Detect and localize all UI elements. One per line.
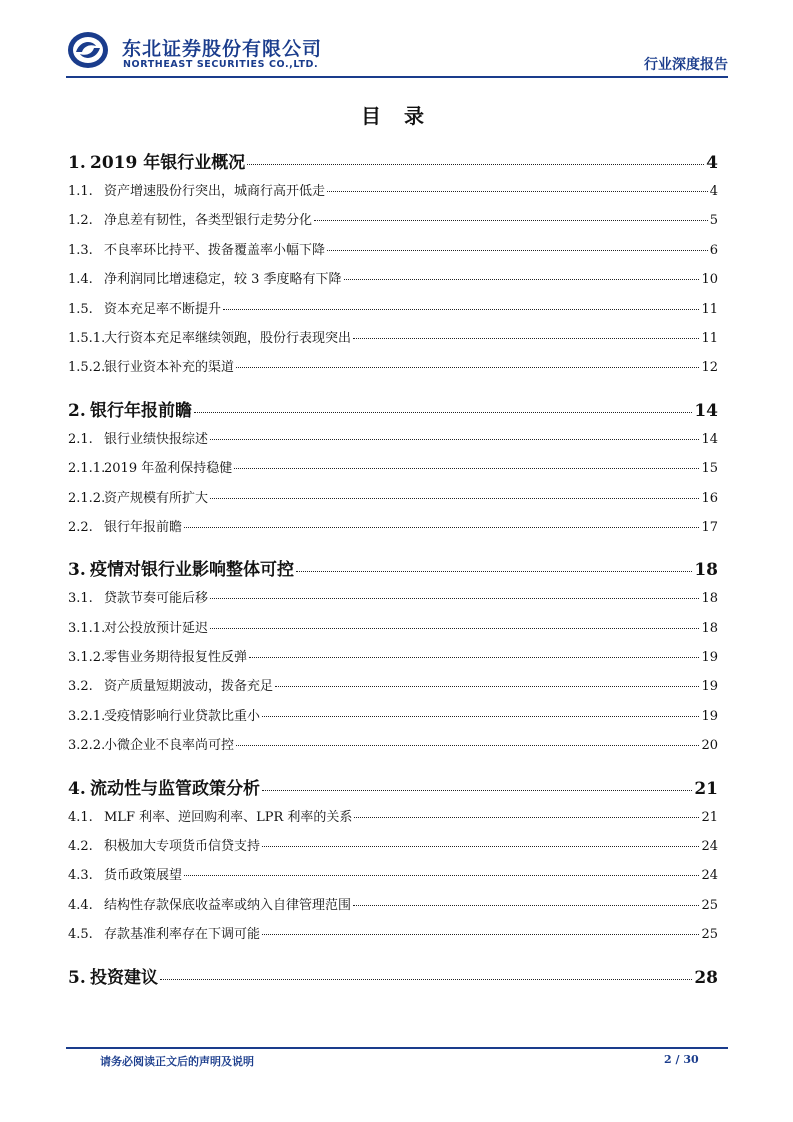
- toc-entry-title: 不良率环比持平、拨备覆盖率小幅下降: [104, 242, 326, 258]
- toc-entry[interactable]: [68, 209, 718, 238]
- toc-entry-number: 3.1.2.: [68, 650, 106, 666]
- toc-entry-page: 25: [701, 927, 718, 943]
- toc-entry-number: 2.2.: [68, 519, 93, 535]
- toc-entry-page: 14: [701, 431, 718, 447]
- toc-entry-page: 19: [701, 650, 718, 666]
- toc-entry[interactable]: [68, 587, 718, 616]
- toc-entry-title: 疫情对银行业影响整体可控: [90, 560, 294, 581]
- toc-entry-page: 24: [701, 868, 718, 884]
- toc-entry-title: 货币政策展望: [104, 868, 183, 884]
- toc-entry-page: 17: [701, 519, 718, 535]
- toc-entry-number: 1.5.: [68, 301, 93, 317]
- toc-dot-leader: [262, 716, 699, 717]
- toc-dot-leader: [262, 790, 692, 791]
- toc-dot-leader: [184, 527, 699, 528]
- toc-entry-page: 11: [701, 330, 718, 346]
- toc-entry-number: 1.5.1.: [68, 330, 106, 346]
- northeast-securities-logo-icon: [66, 30, 110, 70]
- toc-entry-title: 对公投放预计延迟: [104, 620, 209, 636]
- table-of-contents: [68, 148, 718, 995]
- toc-entry[interactable]: [68, 327, 718, 356]
- toc-entry[interactable]: [68, 428, 718, 457]
- toc-entry-page: 12: [701, 360, 718, 376]
- toc-entry[interactable]: [68, 516, 718, 545]
- toc-entry-title: 银行业绩快报综述: [104, 431, 209, 447]
- toc-entry[interactable]: [68, 239, 718, 268]
- toc-dot-leader: [160, 979, 692, 980]
- footer-divider: [66, 1047, 728, 1049]
- toc-entry-title: 银行业资本补充的渠道: [104, 360, 235, 376]
- toc-entry-number: 1.: [68, 153, 86, 173]
- toc-entry-page: 24: [701, 839, 718, 855]
- toc-entry-number: 3.: [68, 560, 86, 581]
- toc-entry-title: 净利润同比增速稳定，较 3 季度略有下降: [104, 272, 342, 288]
- toc-entry-number: 2.: [68, 400, 86, 421]
- toc-entry-page: 16: [701, 490, 718, 506]
- toc-entry[interactable]: [68, 774, 718, 800]
- toc-entry-page: 28: [694, 967, 718, 988]
- toc-entry-number: 3.2.1.: [68, 708, 106, 724]
- toc-entry-title: 2019 年盈利保持稳健: [104, 461, 233, 477]
- toc-dot-leader: [354, 817, 699, 818]
- toc-entry-page: 25: [701, 897, 718, 913]
- toc-entry-number: 1.2.: [68, 213, 93, 229]
- toc-entry-page: 19: [701, 708, 718, 724]
- toc-entry-number: 2.1.1.: [68, 461, 106, 477]
- toc-entry[interactable]: [68, 180, 718, 209]
- toc-dot-leader: [223, 309, 699, 310]
- footer-disclaimer: 请务必阅读正文后的声明及说明: [100, 1055, 254, 1068]
- toc-entry-page: 4: [706, 153, 718, 173]
- toc-entry[interactable]: [68, 734, 718, 763]
- toc-entry-page: 10: [701, 272, 718, 288]
- toc-dot-leader: [236, 745, 699, 746]
- toc-entry-page: 15: [701, 461, 718, 477]
- toc-entry-page: 14: [694, 400, 718, 421]
- toc-entry[interactable]: [68, 268, 718, 297]
- toc-entry-number: 2.1.: [68, 431, 93, 447]
- toc-entry-number: 3.1.1.: [68, 620, 106, 636]
- toc-entry[interactable]: [68, 487, 718, 516]
- toc-entry-page: 18: [694, 560, 718, 581]
- toc-entry-number: 4.1.: [68, 809, 93, 825]
- toc-entry-page: 19: [701, 679, 718, 695]
- toc-entry-number: 1.1.: [68, 184, 93, 199]
- toc-entry-number: 4.4.: [68, 897, 93, 913]
- toc-entry-title: 结构性存款保底收益率或纳入自律管理范围: [104, 897, 352, 913]
- toc-dot-leader: [210, 498, 699, 499]
- toc-entry-page: 6: [709, 242, 718, 258]
- toc-entry-title: 流动性与监管政策分析: [90, 778, 260, 799]
- toc-dot-leader: [210, 598, 699, 599]
- toc-entry-title: MLF 利率、逆回购利率、LPR 利率的关系: [104, 809, 353, 825]
- toc-entry[interactable]: [68, 963, 718, 989]
- toc-dot-leader: [314, 220, 708, 221]
- toc-entry[interactable]: [68, 617, 718, 646]
- toc-dot-leader: [262, 846, 699, 847]
- toc-entry[interactable]: [68, 894, 718, 923]
- toc-entry[interactable]: [68, 298, 718, 327]
- toc-entry-page: 18: [701, 591, 718, 607]
- toc-entry-number: 4.3.: [68, 868, 93, 884]
- toc-entry[interactable]: [68, 356, 718, 385]
- toc-entry-title: 资本充足率不断提升: [104, 301, 222, 317]
- toc-dot-leader: [247, 164, 704, 165]
- toc-entry-number: 5.: [68, 967, 86, 988]
- toc-title: 目 录: [361, 104, 432, 128]
- toc-entry[interactable]: [68, 457, 718, 486]
- toc-entry-number: 1.4.: [68, 272, 93, 288]
- toc-entry-title: 受疫情影响行业贷款比重小: [104, 708, 261, 724]
- toc-entry[interactable]: [68, 646, 718, 675]
- toc-entry-title: 资产规模有所扩大: [104, 490, 209, 506]
- toc-dot-leader: [210, 628, 699, 629]
- toc-entry[interactable]: [68, 923, 718, 952]
- toc-entry[interactable]: [68, 806, 718, 835]
- toc-entry-page: 20: [701, 738, 718, 754]
- toc-entry[interactable]: [68, 675, 718, 704]
- header-divider: [66, 76, 728, 78]
- toc-entry[interactable]: [68, 705, 718, 734]
- toc-entry[interactable]: [68, 835, 718, 864]
- toc-dot-leader: [234, 468, 699, 469]
- toc-entry-title: 小微企业不良率尚可控: [104, 738, 235, 754]
- toc-dot-leader: [194, 412, 692, 413]
- toc-entry-page: 18: [701, 620, 718, 636]
- toc-dot-leader: [327, 250, 708, 251]
- toc-entry-number: 4.2.: [68, 839, 93, 855]
- toc-entry-page: 5: [709, 213, 718, 229]
- toc-dot-leader: [236, 367, 699, 368]
- toc-entry[interactable]: [68, 148, 718, 174]
- toc-entry-page: 21: [701, 809, 718, 825]
- toc-entry-title: 2019 年银行业概况: [90, 153, 246, 173]
- toc-entry[interactable]: [68, 555, 718, 581]
- toc-entry-title: 银行年报前瞻: [90, 400, 192, 421]
- report-type-label: 行业深度报告: [644, 57, 728, 73]
- toc-dot-leader: [262, 934, 699, 935]
- toc-entry-number: 4.5.: [68, 927, 93, 943]
- toc-dot-leader: [184, 875, 699, 876]
- toc-dot-leader: [344, 279, 700, 280]
- toc-entry-title: 投资建议: [90, 967, 158, 988]
- toc-entry-title: 银行年报前瞻: [104, 519, 183, 535]
- toc-entry-title: 零售业务期待报复性反弹: [104, 650, 248, 666]
- toc-dot-leader: [296, 571, 692, 572]
- toc-entry-title: 存款基准利率存在下调可能: [104, 927, 261, 943]
- toc-entry-page: 11: [701, 301, 718, 317]
- footer-page-number: 2 / 30: [664, 1053, 699, 1066]
- toc-entry-title: 资产增速股份行突出，城商行高开低走: [104, 184, 326, 199]
- toc-entry-number: 3.2.2.: [68, 738, 106, 754]
- company-name-cn: 东北证券股份有限公司: [122, 38, 323, 60]
- toc-entry-page: 21: [694, 778, 718, 799]
- toc-dot-leader: [327, 191, 708, 192]
- toc-dot-leader: [353, 338, 699, 339]
- toc-entry-page: 4: [709, 184, 718, 199]
- page-header: [66, 26, 728, 76]
- toc-entry-title: 积极加大专项货币信贷支持: [104, 839, 261, 855]
- toc-entry-number: 2.1.2.: [68, 490, 106, 506]
- toc-entry[interactable]: [68, 864, 718, 893]
- toc-entry-number: 1.3.: [68, 242, 93, 258]
- toc-dot-leader: [249, 657, 699, 658]
- toc-entry-number: 3.2.: [68, 679, 93, 695]
- toc-dot-leader: [353, 905, 699, 906]
- toc-dot-leader: [275, 686, 699, 687]
- toc-entry-title: 贷款节奏可能后移: [104, 591, 209, 607]
- toc-dot-leader: [210, 439, 699, 440]
- toc-entry-title: 净息差有韧性，各类型银行走势分化: [104, 213, 313, 229]
- toc-entry-number: 4.: [68, 778, 86, 799]
- toc-entry-title: 资产质量短期波动，拨备充足: [104, 679, 274, 695]
- toc-entry[interactable]: [68, 396, 718, 422]
- toc-entry-number: 1.5.2.: [68, 360, 106, 376]
- toc-entry-number: 3.1.: [68, 591, 93, 607]
- toc-entry-title: 大行资本充足率继续领跑，股份行表现突出: [104, 330, 352, 346]
- company-name-en: NORTHEAST SECURITIES CO.,LTD.: [123, 59, 319, 70]
